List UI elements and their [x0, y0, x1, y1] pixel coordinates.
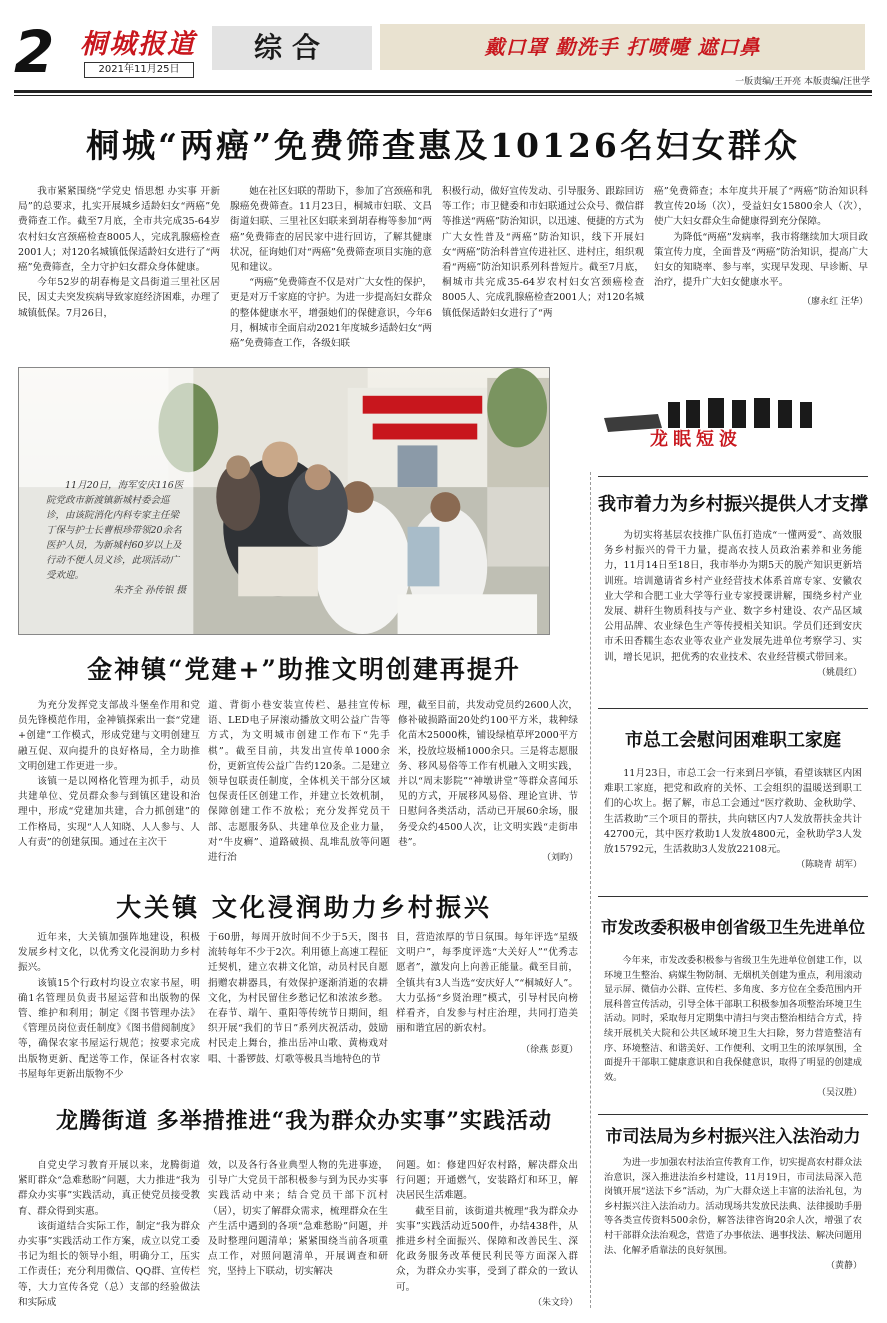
brief-separator [598, 1114, 868, 1115]
paragraph: 近年来，大关镇加强阵地建设，积极发展乡村文化，以优秀文化浸润助力乡村振兴。 [18, 932, 200, 974]
brief-separator [598, 476, 868, 477]
article2-column [18, 698, 200, 874]
article-headline-jinshen: 金神镇“党建+”助推文明创建再提升 [87, 655, 521, 684]
article-headline-longteng: 龙腾街道 多举措推进“我为群众办实事”实践活动 [56, 1108, 552, 1134]
article4-column [18, 1158, 200, 1308]
paragraph: 自党史学习教育开展以来，龙腾街道紧盯群众“急难愁盼”问题，大力推进“我为群众办实事”实践活动，真正使党员接受教育、群众得到实惠。 [18, 1160, 200, 1217]
brief-headline-hygiene: 市发改委积极申创省级卫生先进单位 [601, 918, 865, 937]
brief-text-talent: 为切实将基层农技推广队伍打造成“一懂两爱”、高效服务乡村振兴的骨干力量，提高农技人员政治素养和业务能力，11月14日至18日，我市举办为期5天的脱产知识更新培训班。培训邀请省乡村产业经营技术体系首席专家、安徽农业大学和合肥工业大学等行业专家授课讲解，围绕乡村产业发展、耕秆生物质科技与产业、数字乡村建设、农产品区域公用品牌、农业绿色生产等传授相关知识。学员们还到安庆市禾田香糯生态农业等农业产业发展先进单位考察学习、实训，增长见识，把优秀的农业技术、农业经营模式带回来。 [604, 530, 862, 663]
paragraph: 效，以及各行各业典型人物的先进事迹，引导广大党员干部积极参与到为民办实事实践活动中来；结合党员干部下沉村（居），切实了解群众需求，梳理群众在生产生活中遇到的各项“急难愁盼”问题，并及时整理问题清单；紧紧围绕当前各项重点工作，对照问题清单，开展调查和研究，坚持上下联动，切实解决 [208, 1160, 388, 1278]
article2-col3 [398, 698, 578, 850]
article3-col2 [208, 930, 388, 1067]
page-number: 2 [14, 18, 55, 86]
article4-col2 [208, 1158, 388, 1280]
photo-caption [46, 478, 186, 628]
article4-byline: （朱文玲） [532, 1297, 578, 1308]
brief-headline-union: 市总工会慰问困难职工家庭 [625, 730, 841, 751]
brief-byline: （吴汉胜） [816, 1088, 862, 1099]
photo-caption-text: 11月20日，海军安庆116医院党政市新渡镇新城村委会巡诊，由该院消化内科专家主任梁丁保与护士长曹根珍带领20余名医护人员，为新城村60岁以上及行动不便人员义诊，此项活动广受欢迎。 [46, 480, 184, 581]
header-rule-thin [14, 95, 872, 96]
brief-separator [598, 896, 868, 897]
masthead-logo: 桐城报道 [80, 29, 196, 60]
article4-col3 [396, 1158, 578, 1295]
article1-col1 [18, 184, 220, 321]
article3-column [18, 930, 200, 1090]
article3-column [396, 930, 578, 1090]
article-headline-screening: 桐城“两癌”免费筛查惠及10126名妇女群众 [86, 126, 800, 165]
article2-column [398, 698, 578, 874]
column-divider [590, 472, 591, 1308]
article3-byline: （徐燕 彭夏） [521, 1045, 578, 1056]
article1-column [442, 184, 644, 360]
article1-column [18, 184, 220, 360]
article2-col1 [18, 698, 200, 850]
brief-body [604, 766, 862, 886]
article2-col2 [208, 698, 390, 865]
photo-credit: 朱齐全 孙传银 摄 [113, 585, 186, 596]
paragraph: 今年52岁的胡春梅是文昌街道三里社区居民，因丈夫突发疾病导致家庭经济困难，办理了城镇低保。7月26日， [18, 277, 220, 319]
editors-line: 一版责编/王开亮 本版责编/汪世学 [735, 77, 870, 87]
article4-col1 [18, 1158, 200, 1310]
paragraph: 截至目前，该街道共梳理“我为群众办实事”实践活动近500件，办结438件，从推进乡村全面振兴、保障和改善民生、深化政务服务改革便民利民等方面深入群众，为群众办实事，受到了群众的一致认可。 [396, 1205, 578, 1293]
brief-headline-talent: 我市着力为乡村振兴提供人才支撑 [598, 494, 868, 515]
paragraph: 理，截至目前，共发动党员约2600人次，修补破损路面20处约100平方米，栽种绿化苗木25000株，铺设绿植草坪2000平方米，投放垃圾桶1000余只。三是将志愿服务、移风易俗等工作有机融入文明实践，并以“周末影院”“神墩讲堂”等群众喜闻乐见的方式，开展移风易俗、理论宣讲、节日慰问各类活动，活动已开展60余场，服务受众约4500人次，让文明实践“走街串巷”。 [398, 700, 578, 848]
brief-separator [598, 708, 868, 709]
paragraph: 道、背街小巷安装宣传栏、悬挂宣传标语、LED电子屏滚动播放文明公益广告等方式，为文明城市创建工作布下“先手棋”。截至目前，共发出宣传单1000余份，更新宣传公益广告约120条。二是建立领导包联责任制度，全体机关干部分区域包保责任区创建工作，并建立长效机制，保障创建工作不放松；充分发挥党员干部、志愿服务队、共建单位及企业力量，对“牛皮癣”、道路破损、乱堆乱放等问题进行治 [208, 700, 390, 864]
article1-col2 [230, 184, 432, 351]
paragraph: 于60册，每周开放时间不少于5天，图书流转每年不少于2次。利用德上高速工程征迁契机，建立农耕文化馆，动员村民自愿捐赠农耕器具，有效保护逐渐消逝的农耕文化，为村民留住乡愁记忆和浓浓乡愁。在春节、端午、重阳等传统节日期间，组织开展“我们的节日”系列庆祝活动，鼓励村民走上舞台，推出岳冲山歌、黄梅戏对唱、十番锣鼓、灯歌等极具当地特色的节 [208, 932, 388, 1065]
article1-col3 [442, 184, 644, 321]
paragraph: 为充分发挥党支部战斗堡垒作用和党员先锋模范作用，金神镇探索出一套“党建+创建”工作模式，形成党建与文明创建互融互促、双向提升的良好格局，全力助推文明创建工作更进一步。 [18, 700, 200, 772]
brief-text-justice: 为进一步加强农村法治宣传教育工作，切实提高农村群众法治意识，深入推进法治乡村建设，11月19日，市司法局深入范岗镇开展“送法下乡”活动，为广大群众送上丰富的法治礼包，为乡村振兴注入法治动力。活动现场共发放民法典、法律援助手册等各类宣传资料500余份，解答法律咨询20余人次，增强了农村干部群众法治观念，营造了办事依法、遇事找法、解决问题用法、化解矛盾靠法的良好氛围。 [604, 1157, 862, 1256]
paragraph: 目，营造浓厚的节日氛围。每年评选“星级文明户”，每季度评选“大关好人”“优秀志愿者”，激发向上向善正能量。截至目前，全镇共有3人当选“安庆好人”“桐城好人”。大力弘扬“乡贤治理”模式，引导村民向榜样看齐，自发参与村庄治理，共同打造美丽和谐宜居的新农村。 [396, 932, 578, 1035]
paragraph: 癌”免费筛查；本年度共开展了“两癌”防治知识科教宣传20场（次），受益妇女15800余人（次），使广大妇女群众生命健康得到充分保障。 [654, 186, 868, 228]
article4-column [396, 1158, 578, 1308]
header-rule [14, 90, 872, 93]
article-headline-daguan: 大关镇 文化浸润助力乡村振兴 [116, 893, 492, 922]
brief-text-hygiene: 今年来，市发改委积极参与省级卫生先进单位创建工作，以环境卫生整治、病媒生物防制、无烟机关创建为重点，利用滚动显示屏、微信办公群、宣传栏、多角度、多方位在全委范围内开展科普宣传活动，引导全体干部职工积极参加各项整治环境卫生活动。同时，采取每月定期集中清扫与突击整治相结合方式，持续开展机关大院和公共区域环境卫生大扫除，努力营造整洁有序、环境整洁、和谐美好、工作便利、文明卫生的浓厚氛围，全面提升干部职工健康意识和自我保健意识，取得了明显的创建成效。 [604, 955, 862, 1083]
paragraph: 我市紧紧围绕“学党史 悟思想 办实事 开新局”的总要求，扎实开展城乡适龄妇女“两癌”免费筛查工作。截至7月底，全市共完成35-64岁农村妇女宫颈癌检查8005人，完成乳腺癌检查2001人；对120名城镇低保适龄妇女进行了“两癌”免费筛查，全力守护妇女群众身体健康。 [18, 186, 220, 274]
article2-column [208, 698, 390, 874]
article1-column [654, 184, 868, 360]
paragraph: “两癌”免费筛查不仅是对广大女性的保护，更是对万千家庭的守护。为进一步提高妇女群众的整体健康水平，增强她们的保健意识，今年6月，桐城市全面启动2021年度城乡适龄妇女“两癌”免费筛查工作，各级妇联 [230, 277, 433, 350]
article3-col1 [18, 930, 200, 1082]
paragraph: 她在社区妇联的帮助下，参加了宫颈癌和乳腺癌免费筛查。11月23日，桐城市妇联、文昌街道妇联、三里社区妇联来到胡春梅等参加“两癌”免费筛查的居民家中进行回访，了解其健康状况，征询她们对“两癌”免费筛查项目实施的意见和建议。 [230, 186, 432, 274]
paragraph: 积极行动，做好宣传发动、引导服务、跟踪回访等工作；市卫健委和市妇联通过公众号、微信群等推送“两癌”防治知识，以迅速、便捷的方式为广大女性普及“两癌”防治知识，线下开展妇女“两癌”防治科普宣传进社区、进村庄，组织观看“两癌”防治知识系列科普短片。截至7月底，桐城市共完成35-64岁农村妇女宫颈癌检查8005人、完成乳腺癌检查2001人；对120名城镇低保适龄妇女进行了“两 [442, 186, 644, 319]
article1-col4 [654, 184, 868, 290]
paragraph: 该镇15个行政村均设立农家书屋，明确1名管理员负责书屋运营和出版物的保管、维护和利用；制定《图书管理办法》《管理员岗位责任制度》《图书借阅制度》等，确保农家书屋运行规范；按要求完成出版物更新、配送等工作，保证各村农家书屋每年更新出版物不少 [18, 977, 200, 1080]
brief-body [604, 528, 862, 700]
briefs-logo-text: 龙眠短波 [650, 429, 742, 450]
slogan-banner: 戴口罩 勤洗手 打喷嚏 遮口鼻 [380, 24, 865, 70]
brief-byline: （姚晨红） [816, 667, 862, 678]
brief-byline: （陈晓青 胡军） [796, 860, 862, 871]
article3-column [208, 930, 388, 1090]
paragraph: 该镇一是以网格化管理为抓手，动员共建单位、党员群众参与到镇区建设和治理中，形成“党建加共建，合力抓创建”的工作格局，实现“人人知晓、人人参与、人人有责”的创建氛围。通过在主次干 [18, 776, 200, 848]
brief-byline: （黄静） [825, 1261, 862, 1272]
article1-byline: （廖永红 汪华） [802, 297, 868, 308]
article3-col3 [396, 930, 578, 1036]
brief-headline-justice: 市司法局为乡村振兴注入法治动力 [605, 1127, 861, 1147]
section-name: 综合 [253, 31, 330, 64]
paragraph: 为降低“两癌”发病率，我市将继续加大项目政策宣传力度，全面普及“两癌”防治知识，提高广大妇女的知晓率、参与率，实现早发现、早诊断、早治疗，提升广大妇女健康水平。 [654, 231, 868, 289]
article1-column [230, 184, 432, 360]
paragraph: 该街道结合实际工作，制定“我为群众办实事”实践活动工作方案，成立以党工委书记为组长的领导小组，明确分工，压实工作责任；充分利用微信、QQ群、宣传栏等，大力宣传各党（总）支部的经验做法和实际成 [18, 1220, 200, 1308]
brief-text-union: 11月23日，市总工会一行来到吕亭镇，看望该辖区内困难职工家庭，把党和政府的关怀、工会组织的温暖送到职工们的心坎上。据了解，市总工会通过“医疗救助、金秋助学、生活救助”三个项目的帮扶，共向辖区内7人发放帮扶金共计42700元，其中医疗救助1人发放4800元，金秋助学3人发放15792元，生活救助3人发放22108元。 [604, 768, 862, 856]
brief-body [604, 954, 862, 1104]
paragraph: 问题。如：修建四好农村路，解决群众出行问题；开通燃气，安装路灯和环卫，解决居民生活难题。 [396, 1160, 578, 1202]
article2-byline: （刘昀） [541, 853, 578, 864]
article4-column [208, 1158, 388, 1308]
brief-body [604, 1156, 862, 1306]
issue-date: 2021年11月25日 [84, 62, 194, 78]
